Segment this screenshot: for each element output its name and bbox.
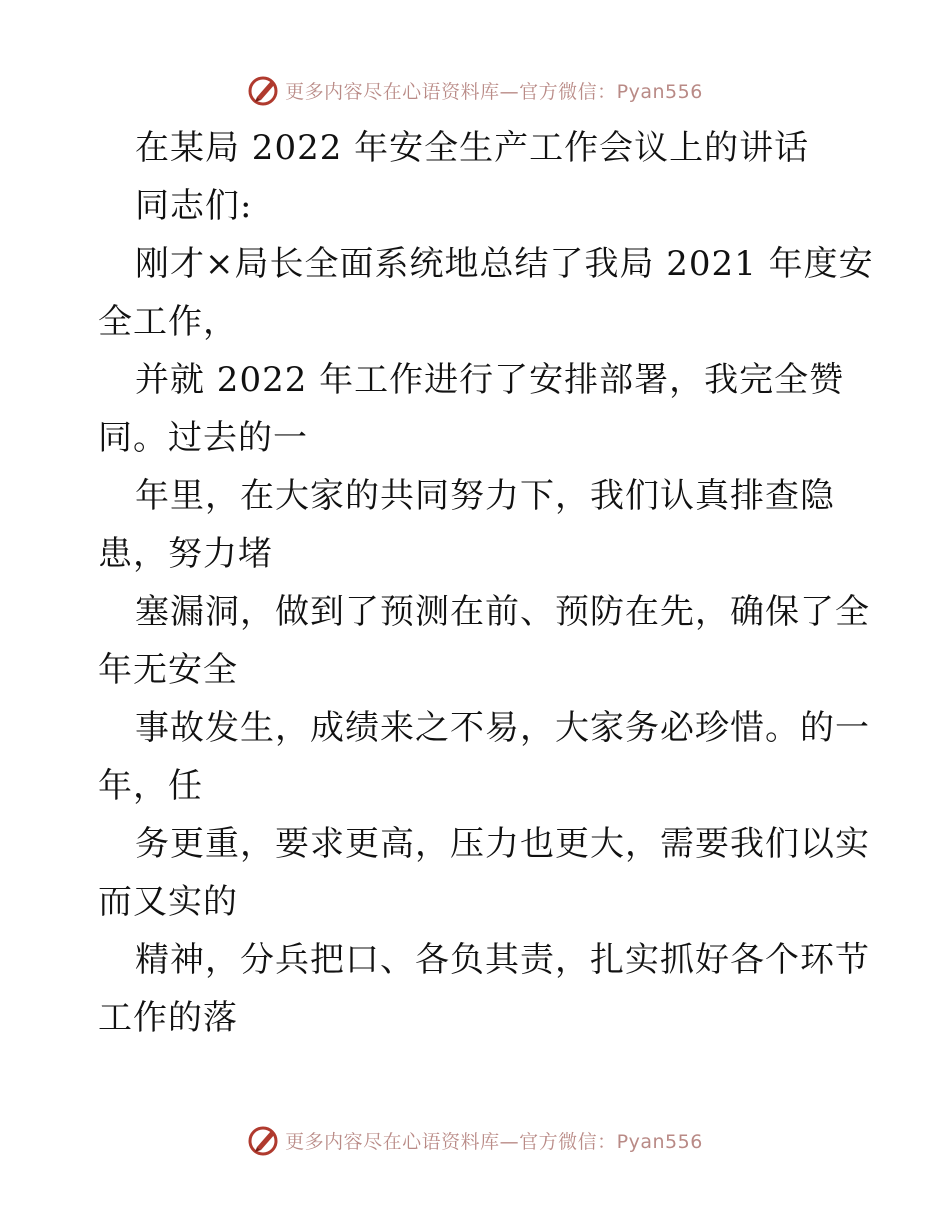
pen-logo-icon [247, 1123, 281, 1157]
paragraph-line: 而又实的 [98, 882, 238, 922]
paragraph-line: 全工作， [98, 302, 238, 342]
paragraph-line: 年，任 [98, 766, 203, 806]
paragraph-line: 精神，分兵把口、各负其责，扎实抓好各个环节 [135, 940, 870, 980]
document-title: 在某局 2022 年安全生产工作会议上的讲话 [135, 128, 810, 168]
paragraph-line: 务更重，要求更高，压力也更大，需要我们以实 [135, 824, 870, 864]
paragraph-line: 年无安全 [98, 650, 238, 690]
paragraph-line: 塞漏洞，做到了预测在前、预防在先，确保了全 [135, 592, 870, 632]
paragraph-line: 刚才×局长全面系统地总结了我局 2021 年度安 [135, 244, 874, 284]
watermark-text: 更多内容尽在心语资料库—官方微信：Pyan556 [285, 1130, 703, 1153]
paragraph-line: 年里，在大家的共同努力下，我们认真排查隐 [135, 476, 835, 516]
paragraph-line: 事故发生，成绩来之不易，大家务必珍惜。的一 [135, 708, 870, 748]
header-watermark [0, 70, 950, 110]
salutation: 同志们: [135, 186, 253, 226]
paragraph-line: 同。过去的一 [98, 418, 308, 458]
paragraph-line: 并就 2022 年工作进行了安排部署，我完全赞 [135, 360, 845, 400]
watermark-text: 更多内容尽在心语资料库—官方微信：Pyan556 [285, 80, 703, 103]
paragraph-line: 工作的落 [98, 998, 238, 1038]
pen-logo-icon [247, 73, 281, 107]
paragraph-line: 患，努力堵 [98, 534, 273, 574]
footer-watermark [0, 1120, 950, 1160]
